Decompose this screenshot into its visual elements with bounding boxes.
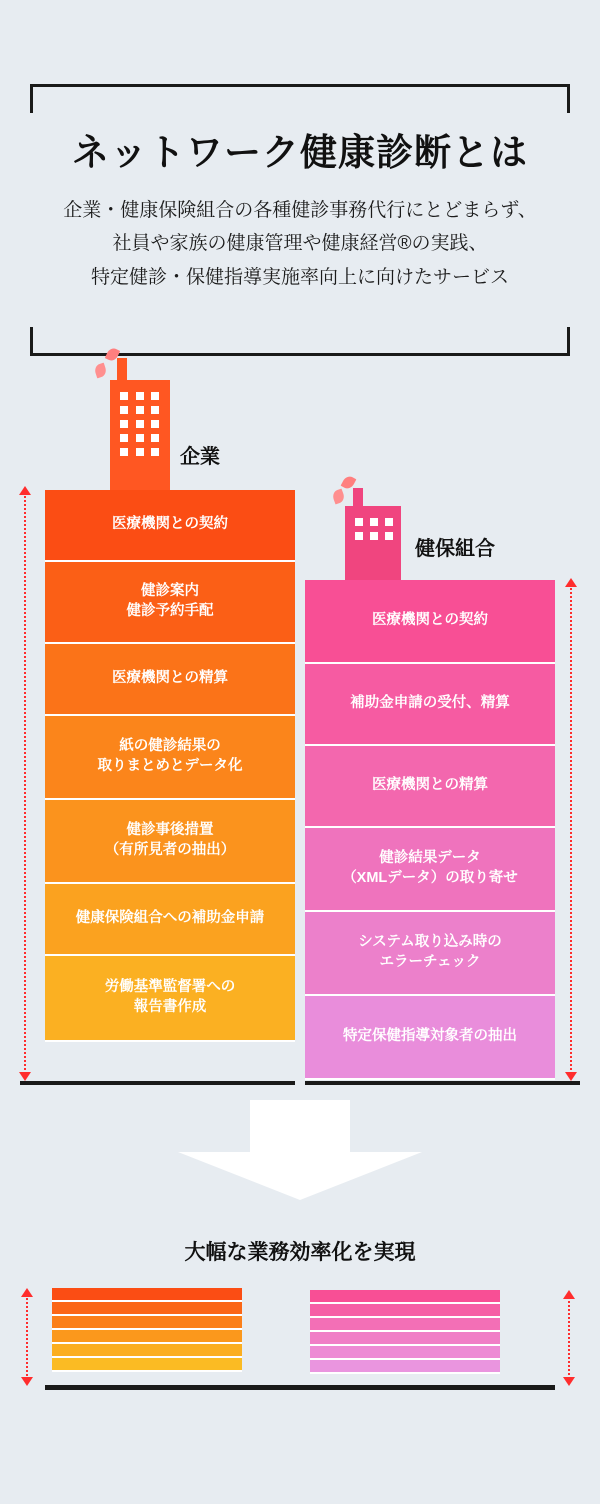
company-task-label: 紙の健診結果の 取りまとめとデータ化	[97, 738, 243, 774]
result-health-insurance-bar	[310, 1290, 500, 1304]
frame-corner-bottom-left	[30, 327, 59, 356]
down-arrow-icon	[178, 1100, 422, 1200]
column-health-insurance	[305, 470, 555, 1080]
building-chimney	[117, 358, 127, 382]
building-windows	[110, 380, 170, 490]
company-baseline	[20, 1081, 295, 1085]
health-insurance-task-label: 補助金申請の受付、精算	[350, 695, 510, 712]
company-task-row	[45, 956, 295, 1042]
result-bars-health-insurance	[310, 1290, 500, 1374]
subtitle-line-1: 企業・健康保険組合の各種健診事務代行にとどまらず、	[63, 200, 537, 221]
health-insurance-task-row	[305, 996, 555, 1080]
health-insurance-task-row	[305, 746, 555, 828]
result-title: 大幅な業務効率化を実現	[184, 1241, 416, 1264]
frame-corner-top-left	[30, 84, 59, 113]
result-bars-company	[52, 1288, 242, 1372]
health-insurance-label: 健保組合	[415, 538, 495, 560]
subtitle-line-2: 社員や家族の健康管理や健康経営®の実践、	[112, 233, 488, 255]
office-building-icon	[345, 506, 401, 580]
vertical-measure-arrow-icon-result-company	[26, 1288, 28, 1386]
page-subtitle	[30, 194, 570, 294]
company-task-row	[45, 800, 295, 884]
company-task-label: 医療機関との契約	[112, 516, 228, 533]
health-insurance-task-label: 特定保健指導対象者の抽出	[343, 1028, 517, 1045]
office-building-icon	[110, 380, 170, 490]
company-task-label: 医療機関との精算	[112, 670, 228, 687]
company-task-label: 労働基準監督署への 報告書作成	[104, 979, 236, 1015]
result-health-insurance-bar	[310, 1360, 500, 1374]
health-insurance-baseline	[305, 1081, 580, 1085]
result-company-bar	[52, 1288, 242, 1302]
health-insurance-task-label: システム取り込み時の エラーチェック	[358, 934, 502, 970]
company-task-row	[45, 490, 295, 562]
result-company-bar	[52, 1302, 242, 1316]
company-task-row	[45, 716, 295, 800]
column-company	[45, 380, 295, 1042]
result-health-insurance-bar	[310, 1318, 500, 1332]
health-insurance-task-label: 医療機関との精算	[372, 777, 488, 794]
result-health-insurance-bar	[310, 1332, 500, 1346]
health-insurance-task-row	[305, 828, 555, 912]
vertical-measure-arrow-icon-result-health-insurance	[568, 1290, 570, 1386]
frame-top-line	[30, 84, 570, 87]
subtitle-line-3: 特定健診・保健指導実施率向上に向けたサービス	[90, 266, 509, 288]
frame-corner-bottom-right	[541, 327, 570, 356]
company-task-label: 健康保険組合への補助金申請	[75, 910, 265, 927]
health-insurance-task-label: 医療機関との契約	[372, 612, 488, 629]
result-health-insurance-bar	[310, 1304, 500, 1318]
health-insurance-building	[305, 470, 555, 580]
health-insurance-task-row	[305, 664, 555, 746]
company-task-row	[45, 884, 295, 956]
company-building	[45, 380, 295, 490]
page-title: ネットワーク健康診断とは	[72, 132, 528, 173]
health-insurance-task-row	[305, 580, 555, 664]
result-company-bar	[52, 1358, 242, 1372]
health-insurance-task-stack	[305, 580, 555, 1080]
frame-corner-top-right	[541, 84, 570, 113]
result-company-bar	[52, 1344, 242, 1358]
company-task-row	[45, 562, 295, 644]
leaf-icon	[331, 489, 346, 505]
company-task-stack	[45, 490, 295, 1042]
result-company-bar	[52, 1316, 242, 1330]
building-windows	[345, 506, 401, 580]
building-chimney	[353, 488, 363, 508]
health-insurance-task-row	[305, 912, 555, 996]
health-insurance-task-label: 健診結果データ （XMLデータ）の取り寄せ	[342, 850, 518, 886]
vertical-measure-arrow-icon-company	[24, 486, 26, 1081]
leaf-icon	[93, 363, 107, 379]
result-baseline	[45, 1385, 555, 1390]
result-health-insurance-bar	[310, 1346, 500, 1360]
company-task-label: 健診案内 健診予約手配	[126, 583, 214, 619]
result-company-bar	[52, 1330, 242, 1344]
company-task-row	[45, 644, 295, 716]
header-frame	[30, 84, 570, 356]
company-task-label: 健診事後措置 （有所見者の抽出）	[104, 822, 236, 858]
company-label: 企業	[180, 446, 220, 468]
vertical-measure-arrow-icon-health-insurance	[570, 578, 572, 1081]
